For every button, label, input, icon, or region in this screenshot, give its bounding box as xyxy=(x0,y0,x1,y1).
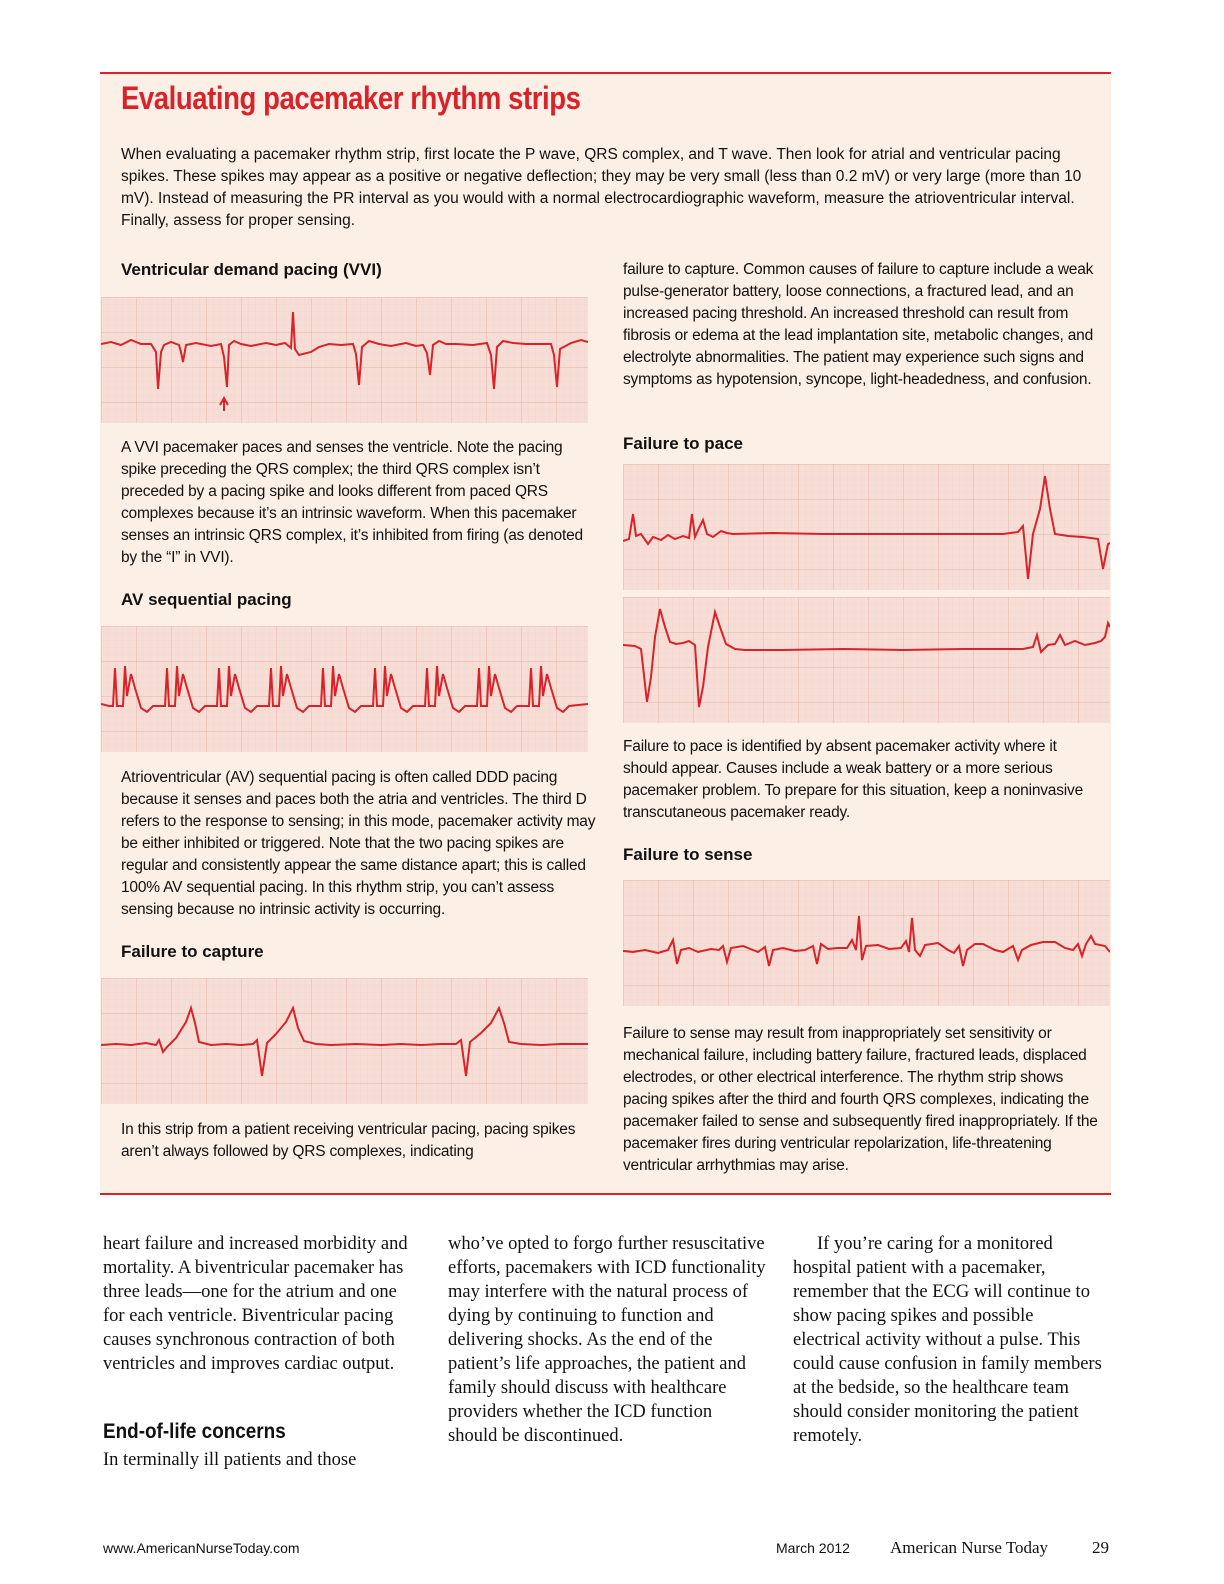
end-of-life-heading: End-of-life concerns xyxy=(103,1420,286,1443)
vvi-rhythm-strip xyxy=(101,297,588,423)
footer-url[interactable]: www.AmericanNurseToday.com xyxy=(103,1540,300,1556)
footer-page-number: 29 xyxy=(1092,1538,1109,1557)
body-column-2: who’ve opted to forgo further resuscitative efforts, pacemakers with ICD functionality may interfere with the natural process of dying by continuing to function and delivering shocks. As the end of the patient’s life approaches, the patient and family should discuss with healthcare providers whether the ICD function should be discontinued. xyxy=(448,1234,766,1446)
vvi-heading: Ventricular demand pacing (VVI) xyxy=(121,260,382,279)
pace-rhythm-strip-2 xyxy=(623,597,1110,723)
sidebar-title: Evaluating pacemaker rhythm strips xyxy=(121,80,581,116)
capture-caption-start: In this strip from a patient receiving ventricular pacing, pacing spikes aren’t always followed by QRS complexes, indicating xyxy=(121,1121,576,1160)
pace-caption: Failure to pace is identified by absent pacemaker activity where it should appear. Causes include a weak battery or a more serious pacemaker problem. To prepare for this situation, keep a noninvasive transcutaneous pacemaker ready. xyxy=(623,738,1083,821)
av-caption: Atrioventricular (AV) sequential pacing is often called DDD pacing because it senses and paces both the atria and ventricles. The third D refers to the response to sensing; in this mode, pacemaker activity may be either inhibited or triggered. Note that the two pacing spikes are regular and consistently appear the same distance apart; this is called 100% AV sequential pacing. In this rhythm strip, you can’t assess sensing because no intrinsic activity is occurring. xyxy=(121,769,596,918)
footer-date: March 2012 xyxy=(776,1540,850,1556)
av-rhythm-strip xyxy=(101,626,588,752)
sense-rhythm-strip xyxy=(623,880,1110,1006)
vvi-caption: A VVI pacemaker paces and senses the ventricle. Note the pacing spike preceding the QRS complex; the third QRS complex isn’t preceded by a pacing spike and looks different from paced QRS complexes because it’s an intrinsic waveform. When this pacemaker senses an intrinsic QRS complex, it’s inhibited from firing (as denoted by the “I” in VVI). xyxy=(121,439,583,566)
sense-caption: Failure to sense may result from inappropriately set sensitivity or mechanical failure, including battery failure, fractured leads, displaced electrodes, or other electrical interference. The rhythm strip shows pacing spikes after the third and fourth QRS complexes, indicating the pacemaker failed to sense and subsequently fired inappropriately. If the pacemaker fires during ventricular repolarization, life-threatening ventricular arrhythmias may arise. xyxy=(623,1025,1098,1174)
pace-heading: Failure to pace xyxy=(623,434,743,453)
sense-heading: Failure to sense xyxy=(623,845,753,864)
av-heading: AV sequential pacing xyxy=(121,590,292,609)
capture-caption-continued: failure to capture. Common causes of failure to capture include a weak pulse-generator battery, loose connections, a fractured lead, and an increased pacing threshold. An increased threshold can result from fibrosis or edema at the lead implantation site, metabolic changes, and electrolyte abnormalities. The patient may experience such signs and symptoms as hypotension, syncope, light-headedness, and confusion. xyxy=(623,261,1094,388)
capture-rhythm-strip xyxy=(101,978,588,1104)
pace-rhythm-strip-1 xyxy=(623,464,1110,590)
capture-heading: Failure to capture xyxy=(121,942,264,961)
body-column-3: If you’re caring for a monitored hospital patient with a pacemaker, remember that the ECG will continue to show pacing spikes and possible electrical activity without a pulse. This could cause confusion in family members at the bedside, so the healthcare team should consider monitoring the patient remotely. xyxy=(793,1234,1102,1446)
sidebar-intro: When evaluating a pacemaker rhythm strip, first locate the P wave, QRS complex, and T wave. Then look for atrial and ventricular pacing spikes. These spikes may appear as a positive or negative deflection; they may be very small (less than 0.2 mV) or very large (more than 10 mV). Instead of measuring the PR interval as you would with a normal electrocardiographic waveform, measure the atrioventricular interval. Finally, assess for proper sensing. xyxy=(121,146,1082,229)
footer-journal: American Nurse Today xyxy=(890,1538,1049,1557)
body-column-1-continued: In terminally ill patients and those xyxy=(103,1450,357,1470)
body-column-1: heart failure and increased morbidity and mortality. A biventricular pacemaker has three leads—one for the atrium and one for each ventricle. Biventricular pacing causes synchronous contraction of both ventricles and improves cardiac output. xyxy=(103,1234,408,1374)
